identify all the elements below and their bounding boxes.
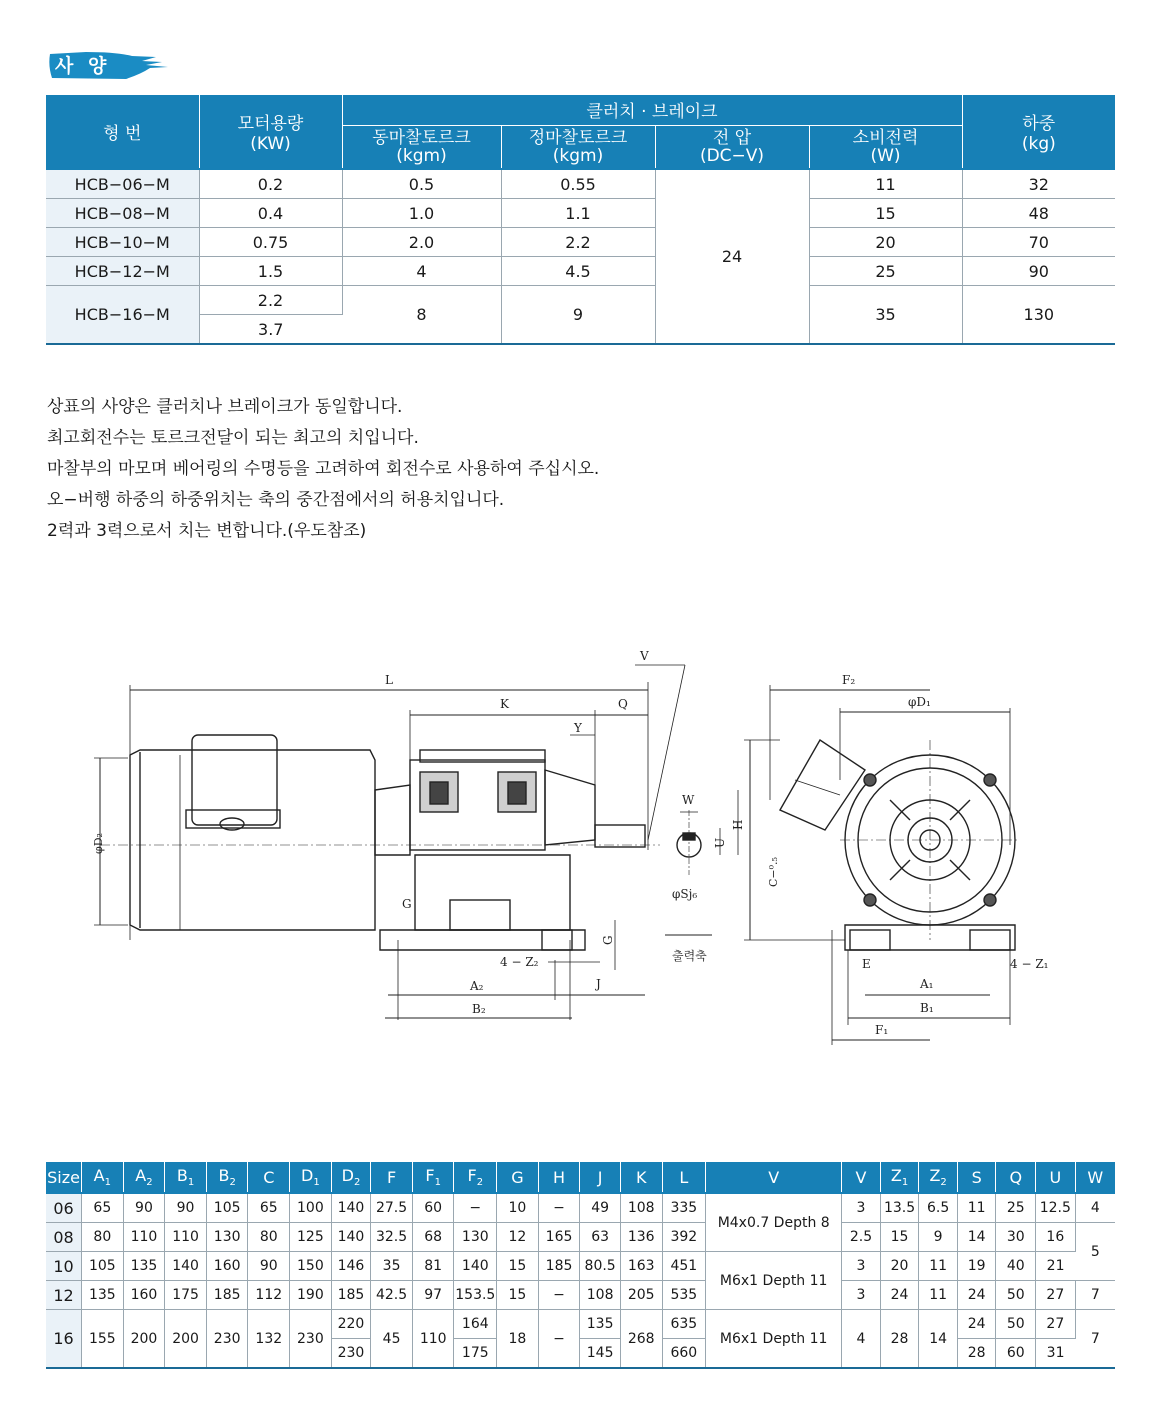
dim-cell: 3 [842, 1193, 881, 1223]
dim-cell: 68 [412, 1223, 454, 1252]
motor-cell: 1.5 [199, 257, 342, 286]
dim-cell: 49 [580, 1193, 621, 1223]
dim-header-F1: $F_1$ [412, 1162, 454, 1193]
size-cell: 10 [46, 1252, 82, 1281]
dim-cell: 10 [497, 1193, 539, 1223]
power-cell: 20 [809, 228, 962, 257]
label-G: G [601, 935, 615, 945]
label-Q: Q [618, 697, 628, 711]
label-A2: A₂ [470, 979, 484, 993]
dim-cell: 24 [957, 1281, 996, 1310]
label-G-left: G [402, 897, 412, 911]
dim-header-U: U [1036, 1162, 1076, 1193]
dim-cell: 60 [412, 1193, 454, 1223]
dim-cell: 635 [662, 1310, 706, 1339]
side-view [92, 649, 685, 1020]
dim-cell: 185 [206, 1281, 248, 1310]
dim-cell: 14 [919, 1310, 958, 1369]
dynamic-cell: 1.0 [342, 199, 501, 228]
dim-cell: 164 [454, 1310, 497, 1339]
label-Z2: 4 − Z₂ [500, 955, 539, 969]
dim-cell: 160 [206, 1252, 248, 1281]
technical-drawing [80, 640, 1049, 1060]
header-model: 형 번 [46, 95, 199, 169]
dim-cell: 190 [290, 1281, 332, 1310]
dim-cell: 11 [957, 1193, 996, 1223]
header-dynamic-torque: 동마찰토르크 (kgm) [342, 125, 501, 169]
table-row [46, 1193, 1115, 1223]
dim-cell: 15 [497, 1281, 539, 1310]
load-cell: 32 [962, 169, 1115, 199]
table-row [46, 286, 1115, 315]
dim-header-Z2: $Z_2$ [919, 1162, 958, 1193]
label-E: E [862, 957, 871, 971]
label-Y: Y [574, 721, 582, 735]
dim-cell: 105 [206, 1193, 248, 1223]
dim-cell: 155 [82, 1310, 124, 1369]
label-B1: B₁ [920, 1001, 934, 1015]
label-F1: F₁ [875, 1023, 889, 1037]
power-cell: 25 [809, 257, 962, 286]
dynamic-cell: 0.5 [342, 169, 501, 199]
note-line: 2력과 3력으로서 치는 변합니다.(우도참조) [47, 521, 367, 541]
dim-header-B1: $B_1$ [165, 1162, 207, 1193]
dim-cell: 15 [497, 1252, 539, 1281]
table-row [46, 228, 1115, 257]
dim-header-W: W [1075, 1162, 1115, 1193]
dim-cell: 27 [1036, 1281, 1076, 1310]
voltage-cell: 24 [655, 169, 809, 344]
table-row [46, 1281, 1115, 1310]
label-V: V [640, 649, 649, 663]
thread-cell: M4x0.7 Depth 8 [706, 1193, 842, 1252]
dim-header-Z1: $Z_1$ [880, 1162, 919, 1193]
dim-cell: 140 [165, 1252, 207, 1281]
dim-header-C: C [248, 1162, 290, 1193]
dynamic-cell: 2.0 [342, 228, 501, 257]
dim-header-row [46, 1162, 1115, 1193]
dim-cell: 50 [996, 1310, 1036, 1339]
label-U: U [713, 837, 727, 848]
dim-cell: 80 [248, 1223, 290, 1252]
thread-cell: M6x1 Depth 11 [706, 1310, 842, 1369]
dim-cell: 110 [165, 1223, 207, 1252]
dim-cell: 135 [82, 1281, 124, 1310]
size-cell: 08 [46, 1223, 82, 1252]
table-row [46, 169, 1115, 199]
dim-cell: 146 [331, 1252, 371, 1281]
power-cell: 35 [809, 286, 962, 345]
dim-cell: 140 [331, 1193, 371, 1223]
dim-cell: 63 [580, 1223, 621, 1252]
dim-cell: 7 [1075, 1281, 1115, 1310]
dim-cell: 32.5 [371, 1223, 413, 1252]
dim-cell: 21 [1036, 1252, 1076, 1281]
power-cell: 15 [809, 199, 962, 228]
label-K: K [500, 697, 509, 711]
model-cell: HCB−10−M [46, 228, 199, 257]
static-cell: 0.55 [501, 169, 655, 199]
dim-cell: 2.5 [842, 1223, 881, 1252]
dim-cell: 200 [123, 1310, 165, 1369]
dim-cell: 200 [165, 1310, 207, 1369]
model-cell: HCB−06−M [46, 169, 199, 199]
dim-cell: 135 [123, 1252, 165, 1281]
dim-cell: 19 [957, 1252, 996, 1281]
dim-cell: 30 [996, 1223, 1036, 1252]
dim-header-H: H [538, 1162, 580, 1193]
dim-cell: 175 [165, 1281, 207, 1310]
load-cell: 48 [962, 199, 1115, 228]
dim-cell: 130 [454, 1223, 497, 1252]
dim-cell: 3 [842, 1252, 881, 1281]
dim-cell: 24 [880, 1281, 919, 1310]
dim-cell: 110 [123, 1223, 165, 1252]
dim-cell: 108 [620, 1193, 662, 1223]
dim-cell: − [538, 1281, 580, 1310]
motor-cell: 0.4 [199, 199, 342, 228]
dim-cell: 16 [1036, 1223, 1076, 1252]
dim-cell: 130 [206, 1223, 248, 1252]
dim-cell: 112 [248, 1281, 290, 1310]
dim-cell: 90 [248, 1252, 290, 1281]
dim-cell: 135 [580, 1310, 621, 1339]
dim-cell: − [454, 1193, 497, 1223]
dim-cell: 160 [123, 1281, 165, 1310]
motor-cell: 0.75 [199, 228, 342, 257]
dim-cell: 268 [620, 1310, 662, 1369]
spec-table [46, 95, 1115, 345]
table-row [46, 1252, 1115, 1281]
dim-cell: 28 [957, 1339, 996, 1369]
header-load: 하중 (kg) [962, 95, 1115, 169]
dim-cell: 81 [412, 1252, 454, 1281]
power-cell: 11 [809, 169, 962, 199]
dim-cell: 50 [996, 1281, 1036, 1310]
static-cell: 1.1 [501, 199, 655, 228]
dim-cell: 110 [412, 1310, 454, 1369]
dim-cell: 4 [1075, 1193, 1115, 1223]
dim-cell: 6.5 [919, 1193, 958, 1223]
dim-cell: 175 [454, 1339, 497, 1369]
table-row [46, 199, 1115, 228]
dim-cell: 28 [880, 1310, 919, 1369]
table-row [46, 1310, 1115, 1339]
label-A1: A₁ [920, 977, 934, 991]
dim-cell: 335 [662, 1193, 706, 1223]
dim-cell: 451 [662, 1252, 706, 1281]
note-line: 마찰부의 마모며 베어링의 수명등을 고려하여 회전수로 사용하여 주십시오. [47, 459, 600, 479]
front-view [744, 673, 1048, 1045]
dynamic-cell: 8 [342, 286, 501, 345]
dim-cell: 65 [248, 1193, 290, 1223]
dim-cell: 80.5 [580, 1252, 621, 1281]
dim-cell: 105 [82, 1252, 124, 1281]
label-J: J [596, 977, 601, 991]
dim-cell: 42.5 [371, 1281, 413, 1310]
dim-cell: 18 [497, 1310, 539, 1369]
dim-cell: 80 [82, 1223, 124, 1252]
dim-header-A1: $A_1$ [82, 1162, 124, 1193]
dim-header-F: F [371, 1162, 413, 1193]
label-D1: φD₁ [908, 695, 931, 709]
shaft-end-view [665, 790, 745, 963]
dim-header-Q: Q [996, 1162, 1036, 1193]
dim-cell: 163 [620, 1252, 662, 1281]
dim-cell: 25 [996, 1193, 1036, 1223]
dim-cell: 9 [919, 1223, 958, 1252]
dim-cell: 97 [412, 1281, 454, 1310]
dim-cell: 108 [580, 1281, 621, 1310]
size-cell: 16 [46, 1310, 82, 1369]
dim-cell: 185 [331, 1281, 371, 1310]
dim-cell: 150 [290, 1252, 332, 1281]
label-L: L [385, 673, 393, 687]
dim-cell: 5 [1075, 1223, 1115, 1281]
load-cell: 90 [962, 257, 1115, 286]
dim-cell: 14 [957, 1223, 996, 1252]
model-cell: HCB−12−M [46, 257, 199, 286]
motor-cell: 0.2 [199, 169, 342, 199]
section-title: 사 양 [55, 55, 111, 77]
dim-cell: 392 [662, 1223, 706, 1252]
dim-header-V-thread: V [706, 1162, 842, 1193]
dim-cell: − [538, 1193, 580, 1223]
load-cell: 130 [962, 286, 1115, 345]
dim-cell: − [538, 1310, 580, 1369]
dim-cell: 125 [290, 1223, 332, 1252]
dim-cell: 65 [82, 1193, 124, 1223]
dim-cell: 7 [1075, 1310, 1115, 1369]
dim-cell: 153.5 [454, 1281, 497, 1310]
dim-cell: 90 [165, 1193, 207, 1223]
dim-header-B2: $B_2$ [206, 1162, 248, 1193]
dim-header-L: L [662, 1162, 706, 1193]
dim-header-D1: $D_1$ [290, 1162, 332, 1193]
model-cell: HCB−16−M [46, 286, 199, 345]
dim-cell: 40 [996, 1252, 1036, 1281]
label-F2: F₂ [842, 673, 856, 687]
header-clutch-brake: 클러치 · 브레이크 [342, 95, 962, 125]
dim-cell: 45 [371, 1310, 413, 1369]
dim-cell: 27 [1036, 1310, 1076, 1339]
dim-cell: 15 [880, 1223, 919, 1252]
header-motor: 모터용량 (KW) [199, 95, 342, 169]
dim-cell: 4 [842, 1310, 881, 1369]
dim-cell: 145 [580, 1339, 621, 1369]
dim-cell: 35 [371, 1252, 413, 1281]
label-output-shaft: 출력축 [672, 949, 707, 963]
dim-cell: 3 [842, 1281, 881, 1310]
table-row [46, 257, 1115, 286]
dim-cell: 230 [206, 1310, 248, 1369]
dim-header-size: Size [46, 1162, 82, 1193]
section-badge [46, 46, 172, 86]
static-cell: 9 [501, 286, 655, 345]
dim-header-K: K [620, 1162, 662, 1193]
note-line: 오−버행 하중의 하중위치는 축의 중간점에서의 허용치입니다. [47, 490, 505, 510]
dim-cell: 11 [919, 1281, 958, 1310]
dim-header-F2: $F_2$ [454, 1162, 497, 1193]
motor-cell: 3.7 [199, 315, 342, 345]
dim-cell: 136 [620, 1223, 662, 1252]
dim-cell: 132 [248, 1310, 290, 1369]
model-cell: HCB−08−M [46, 199, 199, 228]
dim-header-V: V [842, 1162, 881, 1193]
dynamic-cell: 4 [342, 257, 501, 286]
dim-cell: 185 [538, 1252, 580, 1281]
dim-cell: 230 [290, 1310, 332, 1369]
static-cell: 4.5 [501, 257, 655, 286]
dim-cell: 90 [123, 1193, 165, 1223]
dim-header-J: J [580, 1162, 621, 1193]
label-H: H [731, 819, 745, 830]
dim-cell: 12 [497, 1223, 539, 1252]
dim-cell: 31 [1036, 1339, 1076, 1369]
label-Z1: 4 − Z₁ [1010, 957, 1049, 971]
dim-cell: 12.5 [1036, 1193, 1076, 1223]
dim-cell: 535 [662, 1281, 706, 1310]
thread-cell: M6x1 Depth 11 [706, 1252, 842, 1310]
label-W: W [682, 793, 695, 807]
dim-cell: 140 [454, 1252, 497, 1281]
dim-cell: 220 [331, 1310, 371, 1339]
dim-cell: 140 [331, 1223, 371, 1252]
dim-cell: 20 [880, 1252, 919, 1281]
dim-header-G: G [497, 1162, 539, 1193]
dimension-table [46, 1162, 1115, 1369]
load-cell: 70 [962, 228, 1115, 257]
dim-cell: 13.5 [880, 1193, 919, 1223]
static-cell: 2.2 [501, 228, 655, 257]
dim-header-D2: $D_2$ [331, 1162, 371, 1193]
label-D2: φD₂ [92, 833, 105, 854]
dim-cell: 205 [620, 1281, 662, 1310]
size-cell: 06 [46, 1193, 82, 1223]
dim-cell: 11 [919, 1252, 958, 1281]
dim-cell: 660 [662, 1339, 706, 1369]
header-static-torque: 정마찰토르크 (kgm) [501, 125, 655, 169]
label-C: C−⁰.₅ [767, 857, 780, 887]
dim-header-A2: $A_2$ [123, 1162, 165, 1193]
header-power: 소비전력 (W) [809, 125, 962, 169]
dim-cell: 27.5 [371, 1193, 413, 1223]
dim-cell: 165 [538, 1223, 580, 1252]
label-S: φSj₆ [672, 887, 698, 901]
notes [47, 392, 599, 547]
table-row [46, 1223, 1115, 1252]
dim-cell: 100 [290, 1193, 332, 1223]
dim-header-S: S [957, 1162, 996, 1193]
header-voltage: 전 압 (DC−V) [655, 125, 809, 169]
dim-cell: 60 [996, 1339, 1036, 1369]
note-line: 최고회전수는 토르크전달이 되는 최고의 치입니다. [47, 428, 419, 448]
size-cell: 12 [46, 1281, 82, 1310]
note-line: 상표의 사양은 클러치나 브레이크가 동일합니다. [47, 397, 403, 417]
dim-cell: 230 [331, 1339, 371, 1369]
dim-cell: 24 [957, 1310, 996, 1339]
label-B2: B₂ [472, 1002, 486, 1016]
motor-cell: 2.2 [199, 286, 342, 315]
